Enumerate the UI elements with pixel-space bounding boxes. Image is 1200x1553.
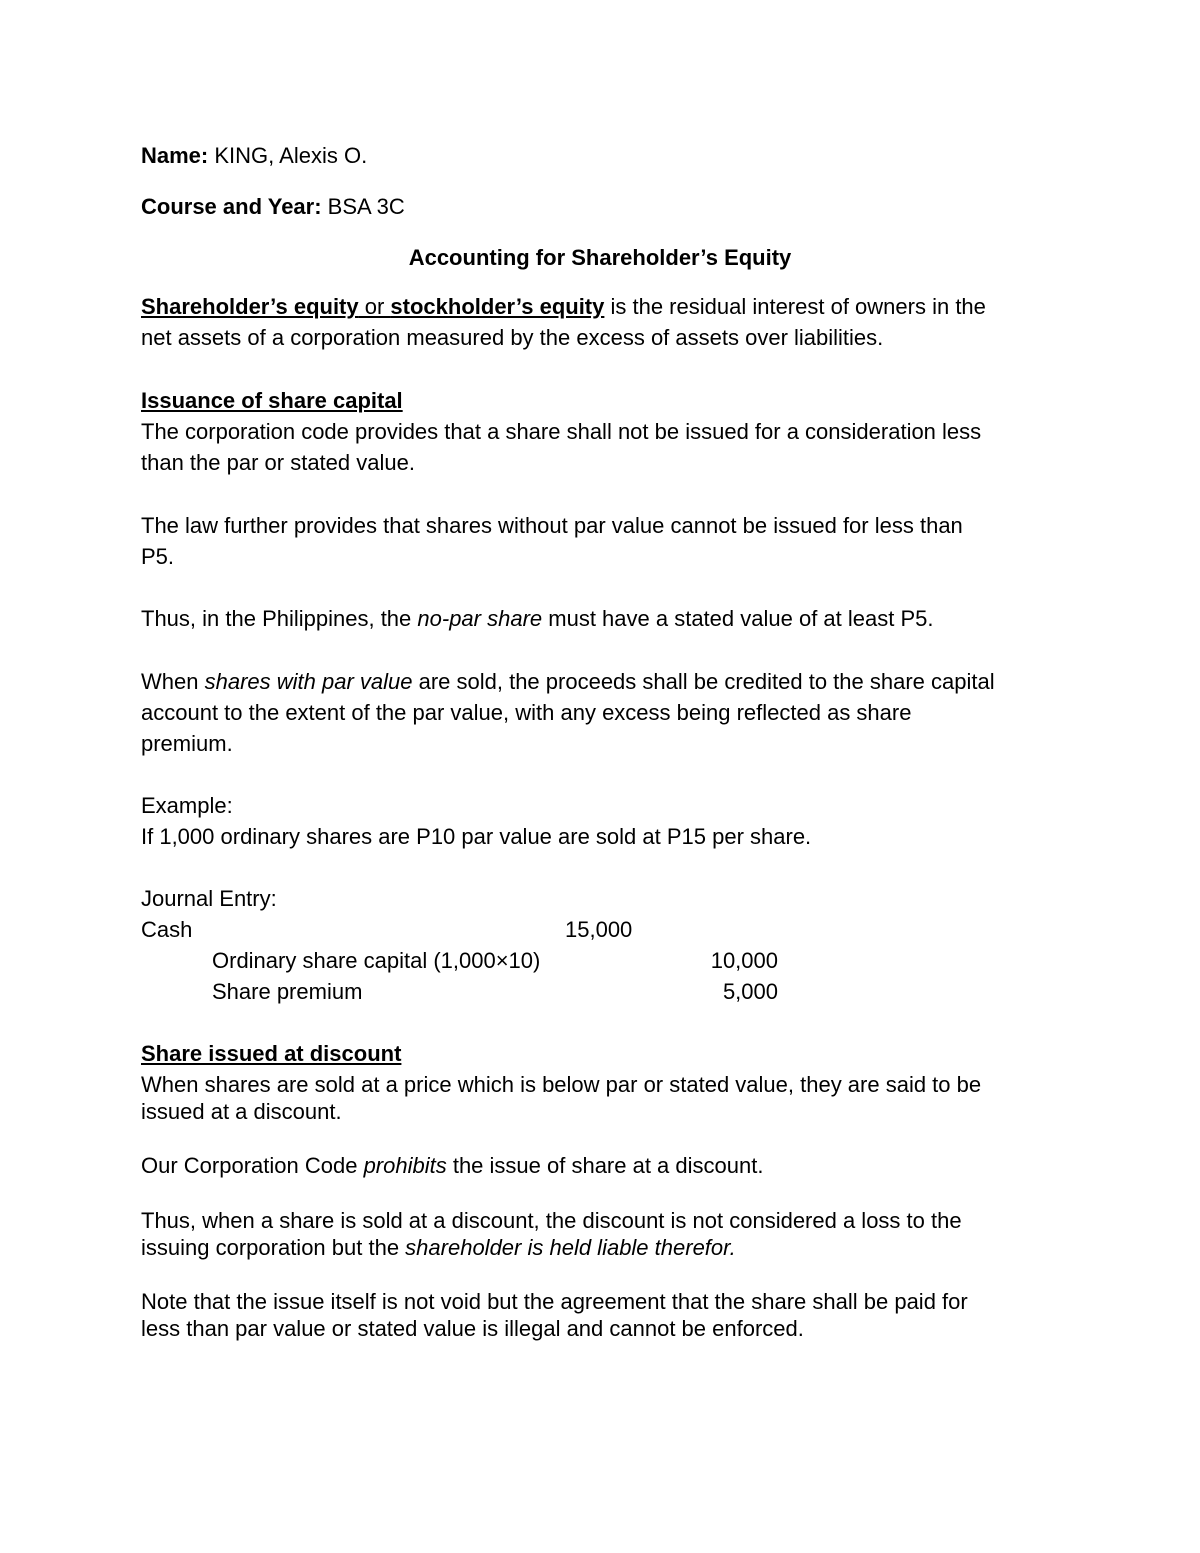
journal-row-credit: 10,000 [710,948,778,973]
journal-row-account: Ordinary share capital (1,000×10) [212,948,541,973]
name-label: Name: [141,143,209,168]
issuance-p4-line-3: premium. [141,731,233,756]
issuance-p4-emphasis: shares with par value [204,669,413,694]
discount-p2-post: the issue of share at a discount. [446,1153,764,1178]
issuance-p3 [141,606,933,632]
discount-heading: Share issued at discount [141,1041,402,1066]
issuance-p2-line-2: P5. [141,544,175,569]
course-line [141,194,405,220]
intro-or: or [358,294,391,319]
course-label: Course and Year: [141,194,322,219]
journal-row-account: Cash [141,917,193,942]
issuance-p1-line-2: than the par or stated value. [141,450,415,475]
issuance-p3-emphasis: no-par share [417,606,543,631]
example-text: If 1,000 ordinary shares are P10 par value are sold at P15 per share. [141,824,812,849]
discount-p3-pre: issuing corporation but the [141,1235,406,1260]
term-stockholders-equity: stockholder’s equity [390,294,605,319]
name-value: KING, Alexis O. [208,143,368,168]
journal-row-account: Share premium [212,979,363,1004]
discount-p2 [141,1153,763,1179]
issuance-heading: Issuance of share capital [141,388,403,413]
example-label: Example: [141,793,233,818]
issuance-p4-line-1 [141,669,995,695]
discount-p4-line-1: Note that the issue itself is not void but the agreement that the share shall be paid for [141,1289,968,1314]
issuance-p4-pre: When [141,669,205,694]
issuance-p3-post: must have a stated value of at least P5. [542,606,934,631]
issuance-p4-line-2: account to the extent of the par value, with any excess being reflected as share [141,700,912,725]
intro-line-1 [141,294,986,320]
discount-p3-line-2 [141,1235,736,1261]
issuance-p2-line-1: The law further provides that shares without par value cannot be issued for less than [141,513,963,538]
issuance-p1-line-1: The corporation code provides that a share shall not be issued for a consideration less [141,419,982,444]
discount-p4-line-2: less than par value or stated value is illegal and cannot be enforced. [141,1316,804,1341]
intro-line-2: net assets of a corporation measured by the excess of assets over liabilities. [141,325,884,350]
discount-p1-line-1: When shares are sold at a price which is below par or stated value, they are said to be [141,1072,982,1097]
journal-row-credit: 5,000 [722,979,778,1004]
course-value: BSA 3C [321,194,405,219]
document-title: Accounting for Shareholder’s Equity [408,245,792,270]
discount-p3-emphasis: shareholder is held liable therefor. [405,1235,736,1260]
intro-line-1-rest: is the residual interest of owners in the [604,294,986,319]
discount-p3-line-1: Thus, when a share is sold at a discount, the discount is not considered a loss to the [141,1208,962,1233]
journal-entry-label: Journal Entry: [141,886,277,911]
discount-p2-emphasis: prohibits [363,1153,447,1178]
term-shareholders-equity: Shareholder’s equity [141,294,359,319]
discount-p1-line-2: issued at a discount. [141,1099,342,1124]
name-line [141,143,367,169]
journal-row-debit: 15,000 [565,917,633,942]
discount-p2-pre: Our Corporation Code [141,1153,364,1178]
issuance-p3-pre: Thus, in the Philippines, the [141,606,418,631]
issuance-p4-post: are sold, the proceeds shall be credited to the share capital [412,669,995,694]
